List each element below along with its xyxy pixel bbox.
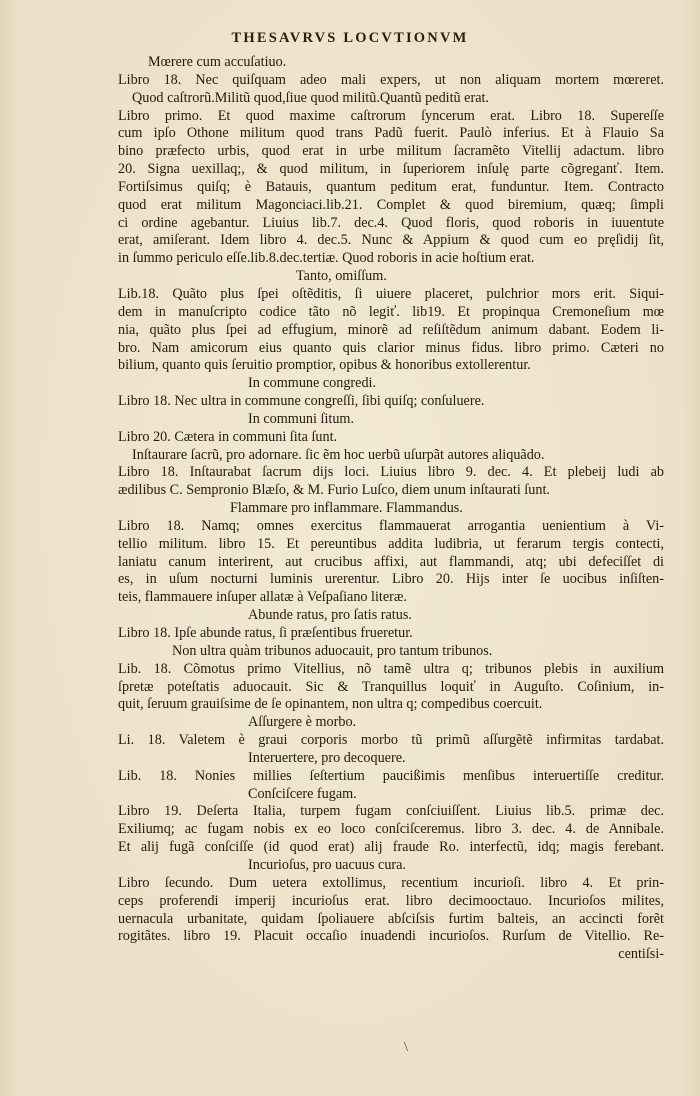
text-line: bino præfecto urbis, quod erat in urbe militum ſacramẽto Vitellij adactum. libro (118, 143, 664, 160)
text-line: quit, ſeruum grauiſsime de ſe opinantem, non ultra q; compedibus coercuit. (118, 696, 543, 713)
text-line: Libro 18. Inſtaurabat ſacrum dijs loci. Liuius libro 9. dec. 4. Et plebeij ludi ab (118, 464, 664, 481)
ink-mark: \ (404, 1040, 408, 1055)
text-line: centiſsi- (618, 946, 664, 963)
body-text (118, 54, 664, 964)
text-line: Libro 19. Deſerta Italia, turpem fugam conſciuiſſent. Liuius lib.5. primæ dec. (118, 803, 664, 820)
text-line: In communi ſitum. (248, 410, 355, 427)
text-line: Mœrere cum accuſatiuo. (148, 54, 287, 70)
text-line: cum ipſo Othone militum quod trans Padũ fuerit. Paulò inferius. Et à Flauio Sa (118, 125, 664, 142)
text-line: 20. Signa uexillaq;, & quod militum, in ſuperiorem inſulę parte cõgreganť. Item. (118, 161, 664, 178)
text-line: Libro 18. Nec quiſquam adeo mali expers, ut non aliquam mortem mœreret. (118, 71, 664, 88)
text-line: Tanto, omiſſum. (296, 268, 387, 285)
text-line: Libro 20. Cætera in communi ſita ſunt. (118, 428, 338, 445)
text-line: Exiliumq; ac fugam nobis ex eo loco conſciſceremus. libro 3. dec. 4. de Annibale. (118, 821, 664, 838)
text-line: dem in manuſcripto codice tãto nõ legiť. lib19. Et propinqua Cremoneſium mœ (118, 303, 664, 320)
text-line: laniatu canum interirent, aut crucibus affixi, aut flammandi, atq; ubi defeciſſet di (118, 553, 664, 570)
text-line: ci ordine agebantur. Liuius lib.7. dec.4. Quod floris, quod roboris in iuuentute (118, 214, 664, 231)
text-line: es, in uſum nocturni luminis urerentur. Libro 20. Hijs inter ſe uocibus inſiſten- (118, 571, 664, 588)
running-header: THESAVRVS LOCVTIONVM (231, 30, 469, 46)
text-line: Libro ſecundo. Dum uetera extollimus, recentium incurioſi. libro 4. Et prin- (118, 874, 664, 891)
text-line: Conſciſcere fugam. (248, 785, 357, 802)
text-line: Quod caſtrorũ.Militũ quod,ſiue quod militũ.Quantũ peditũ erat. (132, 89, 489, 106)
text-line: ceps proferendi imperij incurioſus erat. libro decimooctauo. Incurioſos milites, (118, 892, 664, 909)
text-line: Et alij fugã conſciſſe (id quod erat) alij fraude Ro. interfectũ, idq; magis ferebant. (118, 839, 664, 856)
text-line: In commune congredi. (248, 375, 377, 392)
text-line: bro. Nam amicorum eius quanto quis clarior minus fidus. libro primo. Cæteri no (118, 339, 664, 356)
text-line: Flammare pro inflammare. Flammandus. (230, 500, 463, 517)
text-line: teis, flammauere inſuper allatæ à Veſpaſiano literæ. (118, 589, 407, 606)
text-line: Non ultra quàm tribunos aduocauit, pro tantum tribunos. (172, 642, 493, 659)
text-line: uernacula urbanitate, quidam ſpoliauere abſciſsis furtim balteis, an accincti forẽt (118, 910, 664, 927)
text-line: Libro 18. Namq; omnes exercitus flammauerat arrogantia uenientium à Vi- (118, 517, 664, 534)
text-line: Libro primo. Et quod maxime caſtrorum ſyncerum erat. Libro 18. Supereſſe (118, 107, 664, 124)
text-line: Aſſurgere è morbo. (248, 714, 357, 731)
text-line: erat, amiſerant. Idem libro 4. dec.5. Nunc & Appium & quod cum eo pręſidij ſit, (118, 232, 664, 249)
text-line: Lib.18. Quãto plus ſpei oſtẽditis, ſi uiuere placeret, pulchrior mors erit. Siqui- (118, 285, 664, 302)
text-line: Abunde ratus, pro ſatis ratus. (248, 607, 412, 624)
text-line: Incurioſus, pro uacuus cura. (248, 856, 406, 873)
text-line: rogitãtes. libro 19. Placuit occaſio inuadendi incurioſos. Rurſum de Vitellio. Re- (118, 928, 664, 945)
text-line: Interuertere, pro decoquere. (248, 749, 406, 766)
text-line: Lib. 18. Cõmotus primo Vitellius, nõ tamẽ ultra q; tribunos plebis in auxilium (118, 660, 664, 677)
text-line: ſpretæ poteſtatis aduocauit. Sic & Tranquillus loquiť in Auguſto. Coſinium, in- (118, 678, 664, 695)
text-line: tellio militum. libro 15. Et pereuntibus addita ludibria, ut ferarum tergis contecti, (118, 535, 664, 552)
text-line: Libro 18. Ipſe abunde ratus, ſi præſentibus frueretur. (118, 625, 413, 641)
text-line: Inſtaurare ſacrũ, pro adornare. ſic ẽm hoc uerbũ uſurpãt autores aliquãdo. (132, 446, 545, 463)
text-line: Fortiſsimus quiſq; è Batauis, quantum peditum erat, funduntur. Item. Contracto (118, 178, 664, 195)
text-line: Libro 18. Nec ultra in commune congreſſi, ſibi quiſq; conſuluere. (118, 393, 485, 410)
text-line: bilium, quanto quis ſeruitio promptior, opibus & honoribus extollerentur. (118, 357, 531, 374)
text-line: in ſummo periculo eſſe.lib.8.dec.tertiæ. Quod roboris in acie hoſtium erat. (118, 250, 535, 267)
text-line: ædilibus C. Sempronio Blæſo, & M. Furio Luſco, diem unum inſtaurati ſunt. (118, 482, 550, 499)
text-line: quod erat militum Magonciaci.lib.21. Complet & quod biremium, quæq; ſimpli (118, 196, 664, 213)
text-line: Lib. 18. Nonies millies ſeſtertium paucißimis menſibus interuertiſſe creditur. (118, 767, 664, 784)
text-line: nia, quãto plus ſpei ad effugium, minorẽ ad reſiſtẽdum animum dabant. Eodem li- (118, 321, 664, 338)
text-line: Li. 18. Valetem è graui corporis morbo tũ primũ aſſurgẽtẽ infirmitas tardabat. (118, 732, 664, 749)
